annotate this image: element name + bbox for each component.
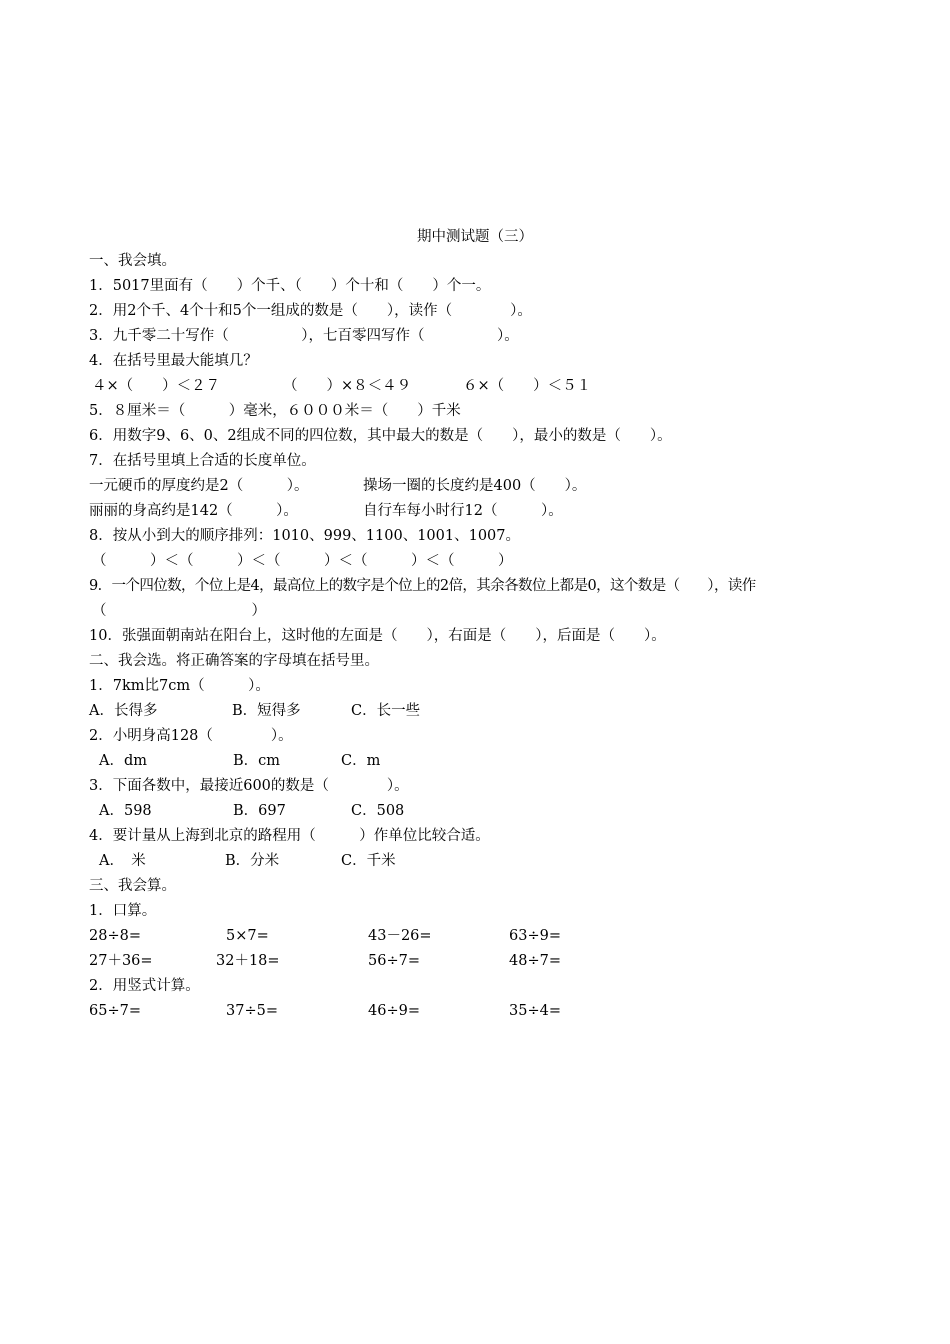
s3-question-2: 2．用竖式计算。 [89, 978, 200, 994]
s1-question-4: 4．在括号里最大能填几？ [89, 353, 258, 369]
page-title: 期中测试题（三） [417, 229, 533, 245]
s2-q3-option-b: B．697 [233, 803, 286, 819]
s2-q2-option-a: A．dm [99, 753, 148, 769]
s2-question-2: 2．小明身高128（ ）。 [89, 728, 293, 744]
s1-q4-item-3: ６×（ ）＜５１ [463, 378, 592, 394]
s1-question-10: 10．张强面朝南站在阳台上，这时他的左面是（ ），右面是（ ），后面是（ ）。 [89, 628, 666, 644]
s1-question-2: 2．用2个千、4个十和5个一组成的数是（ ），读作（ ）。 [89, 303, 532, 319]
s3-q1-calc: 27＋36= [89, 953, 153, 969]
section2-heading: 二、我会选。将正确答案的字母填在括号里。 [89, 653, 379, 669]
s3-q1-calc: 32＋18= [216, 953, 280, 969]
s2-question-1: 1．7km比7cm（ ）。 [89, 678, 270, 694]
s2-q1-option-b: B．短得多 [232, 703, 301, 719]
s1-question-8: 8．按从小到大的顺序排列：1010、999、1100、1001、1007。 [89, 528, 521, 544]
s2-q4-option-c: C．千米 [341, 853, 396, 869]
s3-q1-calc: 43－26= [368, 928, 432, 944]
section3-heading: 三、我会算。 [89, 878, 176, 894]
s3-q1-calc: 63÷9= [509, 928, 561, 944]
s1-question-5: 5．８厘米＝（ ）毫米，６０００米＝（ ）千米 [89, 403, 461, 419]
s1-q4-item-2: （ ）×８＜４９ [283, 378, 412, 394]
s3-q2-calc: 37÷5= [226, 1003, 278, 1019]
s1-question-9: 9．一个四位数，个位上是4，最高位上的数字是个位上的2倍，其余各数位上都是0，这个数是（ ），读作 [89, 578, 756, 594]
s2-q4-option-a: A． 米 [99, 853, 146, 869]
s3-q1-calc: 48÷7= [509, 953, 561, 969]
s3-q1-calc: 56÷7= [368, 953, 420, 969]
s3-q1-calc: 28÷8= [89, 928, 141, 944]
s2-q3-option-a: A．598 [99, 803, 152, 819]
s1-question-7: 7．在括号里填上合适的长度单位。 [89, 453, 316, 469]
s2-question-3: 3．下面各数中，最接近600的数是（ ）。 [89, 778, 409, 794]
s1-q7-item-b: 操场一圈的长度约是400（ ）。 [363, 478, 587, 494]
s1-q4-item-1: ４×（ ）＜２７ [92, 378, 221, 394]
s1-q7-item-d: 自行车每小时行12（ ）。 [363, 503, 563, 519]
s3-question-1: 1．口算。 [89, 903, 157, 919]
s1-question-3: 3．九千零二十写作（ ），七百零四写作（ ）。 [89, 328, 519, 344]
s2-q1-option-a: A．长得多 [89, 703, 158, 719]
s2-q2-option-c: C．m [341, 753, 381, 769]
s3-q1-calc: 5×7= [226, 928, 269, 944]
s1-q8-blanks: （ ）＜（ ）＜（ ）＜（ ）＜（ ） [92, 553, 513, 569]
s2-q3-option-c: C．508 [351, 803, 405, 819]
s1-q7-item-a: 一元硬币的厚度约是2（ ）。 [89, 478, 309, 494]
s2-question-4: 4．要计量从上海到北京的路程用（ ）作单位比较合适。 [89, 828, 490, 844]
s3-q2-calc: 46÷9= [368, 1003, 420, 1019]
s1-question-1: 1．5017里面有（ ）个千、（ ）个十和（ ）个一。 [89, 278, 491, 294]
s1-question-6: 6．用数字9、6、0、2组成不同的四位数，其中最大的数是（ ），最小的数是（ ）。 [89, 428, 672, 444]
s2-q4-option-b: B．分米 [225, 853, 280, 869]
s2-q1-option-c: C．长一些 [351, 703, 421, 719]
s3-q2-calc: 65÷7= [89, 1003, 141, 1019]
s3-q2-calc: 35÷4= [509, 1003, 561, 1019]
s2-q2-option-b: B．cm [233, 753, 281, 769]
s1-q7-item-c: 丽丽的身高约是142（ ）。 [89, 503, 298, 519]
section1-heading: 一、我会填。 [89, 253, 176, 269]
s1-q9-blank: （ ） [92, 603, 266, 619]
